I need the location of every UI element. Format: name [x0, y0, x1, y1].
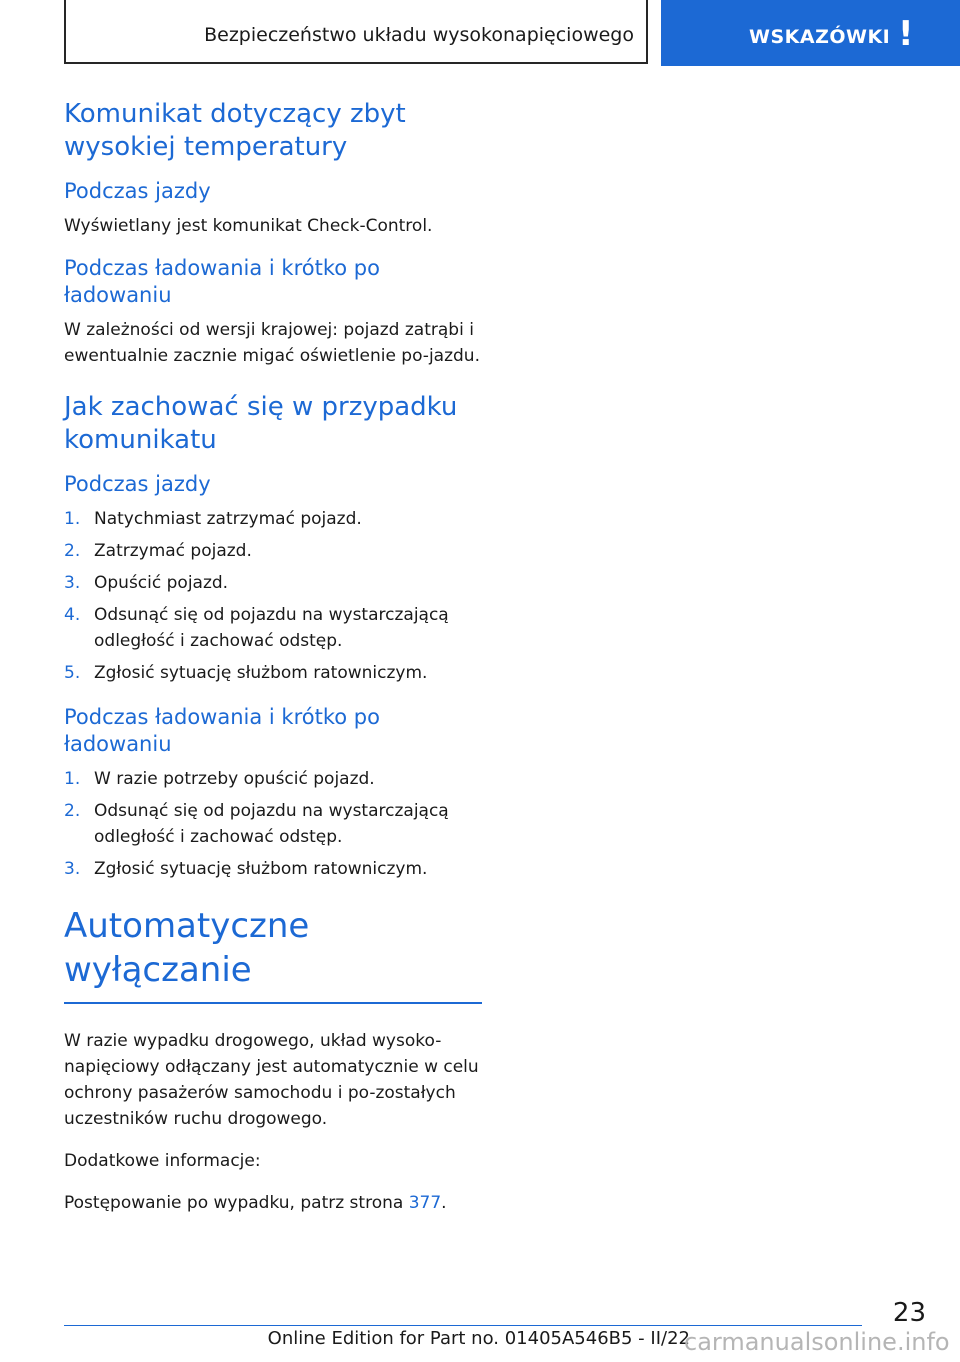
- footer-edition: Online Edition for Part no. 01405A546B5 - II/22: [267, 1328, 690, 1349]
- paragraph-charging-message: W zależności od wersji krajowej: pojazd zatrąbi i ewentualnie zacznie migać oświetlenie po-jazdu.: [64, 320, 480, 366]
- page-number: 23: [892, 1298, 926, 1328]
- paragraph-see-page: [64, 1190, 482, 1216]
- page-link[interactable]: 377: [408, 1193, 442, 1213]
- list-text: Opuścić pojazd.: [94, 573, 229, 593]
- list-number: 2.: [64, 801, 81, 821]
- list-item: [64, 506, 482, 532]
- section-title-behaviour: Jak zachować się w przypadku komunikatu: [64, 392, 458, 455]
- subsection-title-driving-steps: Podczas jazdy: [64, 472, 211, 496]
- list-number: 3.: [64, 573, 81, 593]
- list-text: Zgłosić sytuację służbom ratowniczym.: [94, 859, 428, 879]
- watermark: carmanualsonline.info: [684, 1328, 950, 1356]
- list-number: 1.: [64, 769, 81, 789]
- list-number: 5.: [64, 663, 81, 683]
- paragraph-auto-shutdown: W razie wypadku drogowego, układ wysoko-napięciowy odłączany jest automatycznie w celu ochrony pasażerów samochodu i po-zostałych uczestników ruchu drogowego.: [64, 1031, 479, 1129]
- list-item: [64, 660, 482, 686]
- list-text: Odsunąć się od pojazdu na wystarczającą odległość i zachować odstęp.: [94, 605, 449, 651]
- list-number: 1.: [64, 509, 81, 529]
- subsection-title-charging: Podczas ładowania i krótko po ładowaniu: [64, 256, 380, 307]
- paragraph-driving-message: Wyświetlany jest komunikat Check-Control.: [64, 216, 433, 236]
- list-text: Natychmiast zatrzymać pojazd.: [94, 509, 362, 529]
- header-title-box: [64, 0, 648, 64]
- header-tab-label: WSKAZÓWKI: [749, 26, 891, 48]
- subsection-title-driving: Podczas jazdy: [64, 179, 211, 203]
- list-text: Zatrzymać pojazd.: [94, 541, 252, 561]
- list-item: [64, 766, 482, 792]
- main-content: [64, 98, 482, 1232]
- header-tab-hints[interactable]: [661, 0, 960, 66]
- list-number: 3.: [64, 859, 81, 879]
- subsection-title-charging-steps: Podczas ładowania i krótko po ładowaniu: [64, 705, 380, 756]
- list-number: 2.: [64, 541, 81, 561]
- list-text: Odsunąć się od pojazdu na wystarczającą odległość i zachować odstęp.: [94, 801, 449, 847]
- section-title-temperature: Komunikat dotyczący zbyt wysokiej temperatury: [64, 99, 406, 162]
- paragraph-additional-info: Dodatkowe informacje:: [64, 1151, 261, 1171]
- list-item: [64, 602, 482, 654]
- list-text: W razie potrzeby opuścić pojazd.: [94, 769, 375, 789]
- driving-steps-list: [64, 506, 482, 686]
- list-item: [64, 538, 482, 564]
- list-number: 4.: [64, 605, 81, 625]
- section-divider: [64, 1002, 482, 1004]
- footer-divider: [64, 1325, 862, 1326]
- exclamation-icon: !: [898, 14, 914, 54]
- list-item: [64, 798, 482, 850]
- list-item: [64, 856, 482, 882]
- list-item: [64, 570, 482, 596]
- charging-steps-list: [64, 766, 482, 882]
- section-title-auto-shutdown: Automatyczne wyłączanie: [64, 906, 310, 990]
- list-text: Zgłosić sytuację służbom ratowniczym.: [94, 663, 428, 683]
- see-page-prefix: Postępowanie po wypadku, patrz strona: [64, 1193, 409, 1213]
- header-title: Bezpieczeństwo układu wysokonapięciowego: [204, 24, 634, 46]
- see-page-suffix: .: [441, 1193, 447, 1213]
